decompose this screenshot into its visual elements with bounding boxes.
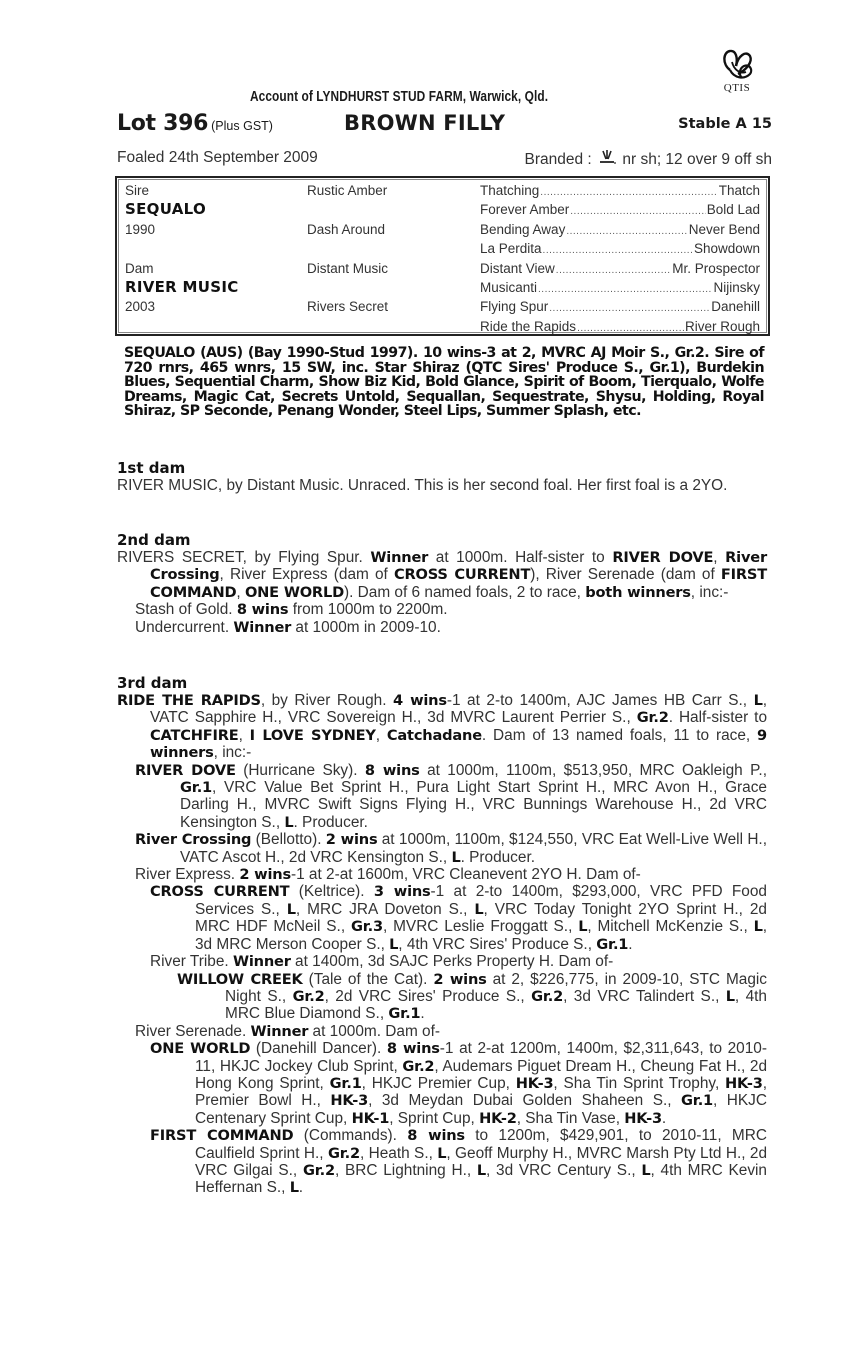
pedigree-great-grandparents xyxy=(480,181,760,336)
body-text: , 3d MRC Merson Cooper S., xyxy=(195,918,767,953)
emphasis-text: FIRST COMMAND xyxy=(150,566,767,601)
great-grandparent xyxy=(480,278,760,297)
body-text: , VRC Value Bet Sprint H., Pura Light Start Sprint H., MRC Avon H., Grace Darling H., MVRC Swift Signs Flying H., VRC Bunnings Warehouse H., 2d VRC Kensington S., xyxy=(180,779,767,831)
gg-name: Forever Amber xyxy=(480,202,570,218)
second-dam-heading: 2nd dam xyxy=(117,531,191,549)
grandparent: Dash Around xyxy=(307,221,386,237)
emphasis-text: Gr.1 xyxy=(388,1005,421,1023)
emphasis-text: Gr.2 xyxy=(402,1057,435,1075)
body-text: , Audemars Piguet Dream H., Cheung Fat H., 2d Hong Kong Sprint, xyxy=(195,1057,767,1092)
gg-sire: Danehill xyxy=(711,299,760,315)
emphasis-text: Winner xyxy=(250,1022,309,1040)
body-text: at 1000m in 2009-10. xyxy=(291,618,441,636)
body-text: from 1000m to 2200m. xyxy=(288,601,448,619)
emphasis-text: L xyxy=(753,692,763,709)
body-text: . xyxy=(628,935,633,953)
emphasis-text: 8 wins xyxy=(364,761,420,779)
brand-mark-icon xyxy=(598,149,616,165)
body-text: , inc:- xyxy=(690,583,729,601)
third-dam-heading: 3rd dam xyxy=(117,674,188,692)
leader-dots xyxy=(577,319,684,338)
qtis-logo xyxy=(715,48,759,94)
gg-name: Bending Away xyxy=(480,221,566,237)
body-text: , MRC JRA Doveton S., xyxy=(295,900,475,918)
first-dam-text: RIVER MUSIC, by Distant Music. Unraced. This is her second foal. Her first foal is a 2YO. xyxy=(117,477,728,494)
emphasis-text: L xyxy=(286,900,296,918)
emphasis-text: WILLOW CREEK xyxy=(177,970,303,988)
pedigree-parents xyxy=(125,181,305,317)
body-text: River Serenade. xyxy=(135,1022,251,1040)
emphasis-text: HK-3 xyxy=(725,1074,763,1092)
emphasis-text: Gr.1 xyxy=(329,1074,362,1092)
emphasis-text: 2 wins xyxy=(433,970,487,988)
leader-dots xyxy=(543,241,693,260)
branding xyxy=(525,149,772,169)
body-text: , xyxy=(238,726,250,744)
dam-year: 2003 xyxy=(125,299,156,315)
body-text: at 2, $226,775, in 2009-10, STC Magic Night S., xyxy=(225,970,767,1005)
emphasis-text: Gr.1 xyxy=(596,935,629,953)
emphasis-text: Gr.1 xyxy=(681,1092,714,1110)
grandparent: Distant Music xyxy=(307,260,389,276)
body-text: -1 at 2-at 1200m, 1400m, $2,311,643, to 2010-11, HKJC Jockey Club Sprint, xyxy=(195,1040,767,1075)
body-text: , xyxy=(236,583,245,601)
emphasis-text: L xyxy=(725,987,735,1005)
dam-label: Dam xyxy=(125,260,154,276)
emphasis-text: HK-1 xyxy=(351,1109,390,1127)
body-text: (Keltrice). xyxy=(289,883,374,901)
qtis-label: QTIS xyxy=(723,82,751,94)
second-dam-text xyxy=(117,549,767,601)
body-text: , xyxy=(375,726,387,744)
emphasis-text: Winner xyxy=(232,953,291,971)
first-dam-section xyxy=(117,460,767,494)
great-grandparent xyxy=(480,181,760,200)
emphasis-text: RIDE THE RAPIDS xyxy=(117,692,261,709)
body-text: River Tribe. xyxy=(150,953,233,971)
body-text: , Sha Tin Vase, xyxy=(516,1109,625,1127)
emphasis-text: CATCHFIRE xyxy=(150,726,239,744)
third-dam-text xyxy=(117,692,767,762)
emphasis-text: Gr.3 xyxy=(350,918,383,936)
emphasis-text: L xyxy=(451,848,461,866)
body-text: -1 at 2-to 1400m, $293,000, VRC PFD Food Services S., xyxy=(195,883,767,918)
emphasis-text: 2 wins xyxy=(239,866,291,884)
branded-label: Branded : xyxy=(524,151,592,168)
body-text: RIVERS SECRET, by Flying Spur. xyxy=(117,549,371,566)
body-text: (Bellotto). xyxy=(251,831,326,849)
spacer xyxy=(307,278,467,297)
emphasis-text: Gr.1 xyxy=(180,779,212,797)
emphasis-text: L xyxy=(753,918,763,936)
great-grandparent xyxy=(480,200,760,219)
body-text: . Producer. xyxy=(460,848,535,866)
sex-colour: BROWN FILLY xyxy=(344,111,506,135)
body-text: Undercurrent. xyxy=(135,618,234,636)
emphasis-text: L xyxy=(284,813,294,831)
spacer xyxy=(125,239,305,258)
great-grandparent xyxy=(480,259,760,278)
emphasis-text: Gr.2 xyxy=(531,987,564,1005)
body-text: (Commands). xyxy=(293,1127,408,1145)
emphasis-text: 3 wins xyxy=(373,883,431,901)
stable-location: Stable A 15 xyxy=(678,116,772,132)
body-text: , HKJC Centenary Sprint Cup, xyxy=(195,1092,767,1127)
body-text: at 1000m, 1100m, $513,950, MRC Oakleigh P., xyxy=(419,761,767,779)
gg-sire: Thatch xyxy=(718,183,760,198)
body-text: , xyxy=(713,549,726,566)
emphasis-text: ONE WORLD xyxy=(150,1040,251,1058)
gg-sire: Bold Lad xyxy=(706,202,760,218)
third-dam-section xyxy=(117,675,767,1197)
body-text: , 3d Meydan Dubai Golden Shaheen S., xyxy=(368,1092,682,1110)
gg-name: Musicanti xyxy=(480,279,538,295)
gg-sire: Showdown xyxy=(693,241,760,257)
progeny-entry xyxy=(117,831,767,866)
sire-summary: SEQUALO (AUS) (Bay 1990-Stud 1997). 10 wins-3 at 2, MVRC AJ Moir S., Gr.2. Sire of 720 rnrs, 465 wnrs, 15 SW, inc. Star Shiraz (QTC Sires' Produce S., Gr.1), Burdekin Blues, Sequential Charm, Show Biz Kid, Bold Glance, Spirit of Boom, Tierqualo, Wolfe Dreams, Magic Cat, Secrets Untold, Sequallan, Sequestrate, Shysu, Holding, Royal Shiraz, SP Seconde, Penang Wonder, Steel Lips, Summer Splash, etc. xyxy=(124,345,764,420)
grand-progeny-entry xyxy=(117,953,767,970)
body-text: . Dam of 13 named foals, 11 to race, xyxy=(481,726,757,744)
body-text: . Half-sister to xyxy=(668,709,768,727)
first-dam-heading: 1st dam xyxy=(117,459,186,477)
gg-name: Distant View xyxy=(480,260,555,276)
gg-name: Thatching xyxy=(480,183,540,198)
emphasis-text: 8 wins xyxy=(386,1040,440,1058)
body-text: ). Dam of 6 named foals, 2 to race, xyxy=(343,583,586,601)
body-text: , 3d VRC Talindert S., xyxy=(563,987,726,1005)
body-text: at 1400m, 3d SAJC Perks Property H. Dam of- xyxy=(290,953,614,971)
body-text: , Heath S., xyxy=(359,1144,438,1162)
progeny-entry xyxy=(117,601,767,618)
gg-name: La Perdita xyxy=(480,241,542,257)
body-text: -1 at 2-at 1600m, VRC Cleanevent 2YO H. Dam of- xyxy=(290,866,641,884)
emphasis-text: 2 wins xyxy=(325,831,378,849)
emphasis-text: Gr.2 xyxy=(292,987,325,1005)
emphasis-text: HK-3 xyxy=(515,1074,554,1092)
vendor-account: Account of LYNDHURST STUD FARM, Warwick, Qld. xyxy=(250,89,549,105)
emphasis-text: CROSS CURRENT xyxy=(150,883,290,901)
body-text: (Hurricane Sky). xyxy=(235,761,365,779)
great-grandparent xyxy=(480,317,760,336)
body-text: Stash of Gold. xyxy=(135,601,237,619)
spacer xyxy=(307,200,467,219)
lot-number xyxy=(117,111,273,136)
pedigree-grandparents xyxy=(307,181,467,317)
emphasis-text: HK-2 xyxy=(479,1109,517,1127)
dam-name: RIVER MUSIC xyxy=(125,277,239,296)
emphasis-text: 9 winners xyxy=(150,726,767,762)
body-text: , Geoff Murphy H., MVRC Marsh Pty Ltd H., 2d VRC Gilgai S., xyxy=(195,1144,768,1179)
gg-name: Flying Spur xyxy=(480,299,549,315)
body-text: . Producer. xyxy=(293,813,368,831)
body-text: . xyxy=(661,1109,667,1127)
emphasis-text: L xyxy=(389,935,399,953)
emphasis-text: I LOVE SYDNEY xyxy=(249,726,376,744)
progeny-entry xyxy=(117,1023,767,1040)
second-dam-section xyxy=(117,532,767,636)
emphasis-text: RIVER DOVE xyxy=(612,549,714,566)
emphasis-text: L xyxy=(476,1161,486,1179)
sire-label: Sire xyxy=(125,183,150,198)
branded-detail: nr sh; 12 over 9 off sh xyxy=(622,151,772,168)
lot-header xyxy=(117,111,772,139)
body-text: , River Express (dam of xyxy=(219,566,394,584)
grandparent: Rustic Amber xyxy=(307,183,388,198)
sire-name: SEQUALO xyxy=(125,200,207,219)
body-text: to 1200m, $429,901, to 2010-11, MRC Caulfield Sprint H., xyxy=(195,1127,767,1162)
great-grandparent xyxy=(480,239,760,258)
body-text: , 4th MRC Blue Diamond S., xyxy=(225,987,767,1023)
emphasis-text: RIVER DOVE xyxy=(135,761,236,779)
body-text: . xyxy=(298,1179,304,1197)
emphasis-text: Gr.2 xyxy=(327,1144,360,1162)
emphasis-text: L xyxy=(437,1144,447,1162)
body-text: , Premier Bowl H., xyxy=(195,1074,767,1110)
emphasis-text: Winner xyxy=(233,618,292,636)
emphasis-text: 8 wins xyxy=(407,1127,465,1145)
gg-name: Ride the Rapids xyxy=(480,318,577,334)
body-text: at 1000m. Dam of- xyxy=(308,1022,441,1040)
body-text: River Express. xyxy=(135,866,240,884)
emphasis-text: FIRST COMMAND xyxy=(150,1127,294,1145)
body-text: , 2d VRC Sires' Produce S., xyxy=(324,987,532,1005)
gg-sire: Mr. Prospector xyxy=(672,260,760,276)
body-text: , by River Rough. xyxy=(260,692,393,709)
lot-label: Lot 396 xyxy=(117,111,209,136)
body-text: , 3d VRC Century S., xyxy=(486,1161,642,1179)
emphasis-text: Winner xyxy=(370,549,429,566)
gg-sire: Never Bend xyxy=(688,221,760,237)
emphasis-text: 4 wins xyxy=(393,692,447,709)
emphasis-text: L xyxy=(578,918,588,936)
leader-dots xyxy=(566,222,687,241)
emphasis-text: CROSS CURRENT xyxy=(393,566,531,584)
emphasis-text: HK-3 xyxy=(330,1092,369,1110)
emphasis-text: Catchadane xyxy=(386,726,482,744)
body-text: , Sprint Cup, xyxy=(389,1109,480,1127)
body-text: , Mitchell McKenzie S., xyxy=(587,918,754,936)
great-grand-progeny-entry xyxy=(117,971,767,1023)
body-text: at 1000m, 1100m, $124,550, VRC Eat Well-Live Well H., VATC Ascot H., 2d VRC Kensington S., xyxy=(180,831,767,866)
emphasis-text: HK-3 xyxy=(624,1109,662,1127)
body-text: , HKJC Premier Cup, xyxy=(361,1074,516,1092)
emphasis-text: Gr.2 xyxy=(636,709,669,727)
body-text: (Tale of the Cat). xyxy=(302,970,434,988)
body-text: , MVRC Leslie Froggatt S., xyxy=(382,918,579,936)
progeny-entry xyxy=(117,866,767,883)
body-text: , VRC Today Tonight 2YO Sprint H., 2d MRC HDF McNeil S., xyxy=(195,900,767,936)
gst-note: (Plus GST) xyxy=(211,119,273,133)
body-text: (Danehill Dancer). xyxy=(250,1040,387,1058)
great-grandparent xyxy=(480,220,760,239)
body-text: ), River Serenade (dam of xyxy=(530,566,721,584)
emphasis-text: both winners xyxy=(585,583,691,601)
spacer xyxy=(307,239,467,258)
emphasis-text: River Crossing xyxy=(150,549,767,584)
foaled-date: Foaled 24th September 2009 xyxy=(117,149,318,166)
leader-dots xyxy=(556,261,671,280)
body-text: , BRC Lightning H., xyxy=(334,1161,477,1179)
leader-dots xyxy=(538,280,712,299)
leader-dots xyxy=(570,202,705,221)
emphasis-text: 8 wins xyxy=(236,601,289,619)
qtis-emblem-icon xyxy=(720,48,754,84)
body-text: , 4th VRC Sires' Produce S., xyxy=(398,935,597,953)
grand-progeny-entry xyxy=(117,883,767,953)
body-text: , VATC Sapphire H., VRC Sovereign H., 3d MVRC Laurent Perrier S., xyxy=(150,692,767,727)
emphasis-text: ONE WORLD xyxy=(244,583,344,601)
emphasis-text: Gr.2 xyxy=(302,1161,335,1179)
sire-year: 1990 xyxy=(125,221,156,237)
progeny-entry xyxy=(117,619,767,636)
body-text: at 1000m. Half-sister to xyxy=(428,549,613,566)
great-grandparent xyxy=(480,297,760,316)
body-text: . xyxy=(420,1005,425,1023)
emphasis-text: L xyxy=(474,900,484,918)
body-text: -1 at 2-to 1400m, AJC James HB Carr S., xyxy=(446,692,754,709)
grand-progeny-entry xyxy=(117,1127,767,1197)
gg-sire: Nijinsky xyxy=(713,279,760,295)
emphasis-text: L xyxy=(641,1161,651,1179)
gg-sire: River Rough xyxy=(684,318,760,334)
emphasis-text: River Crossing xyxy=(135,831,252,849)
progeny-entry xyxy=(117,762,767,832)
body-text: , Sha Tin Sprint Trophy, xyxy=(553,1074,726,1092)
emphasis-text: L xyxy=(289,1179,299,1197)
body-text: , 4th MRC Kevin Heffernan S., xyxy=(195,1161,767,1197)
grand-progeny-entry xyxy=(117,1040,767,1127)
pedigree-table xyxy=(115,176,770,336)
body-text: , inc:- xyxy=(213,744,252,762)
grandparent: Rivers Secret xyxy=(307,299,389,315)
